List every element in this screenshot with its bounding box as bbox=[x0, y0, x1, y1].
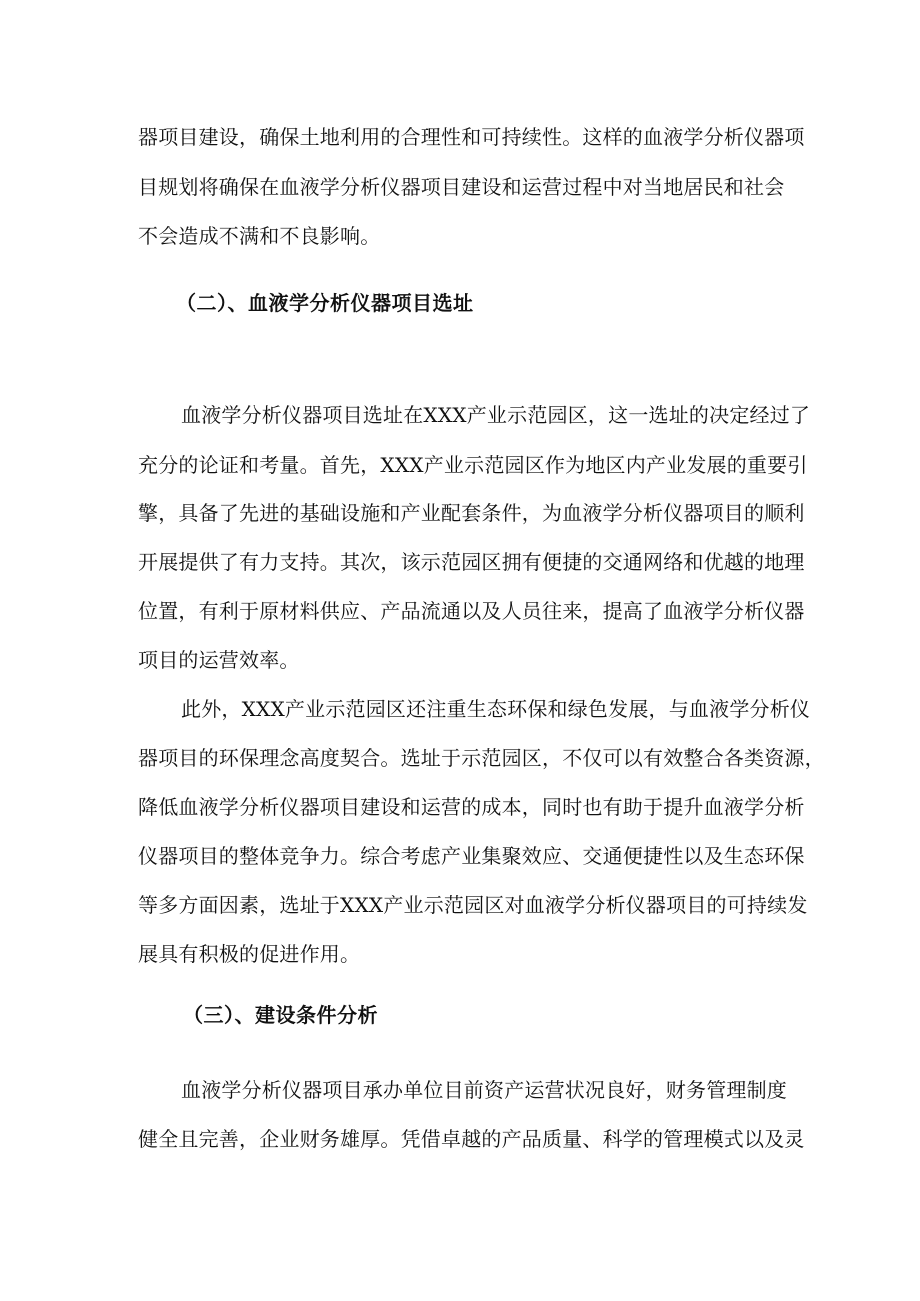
paragraph-line: 健全且完善，企业财务雄厚。凭借卓越的产品质量、科学的管理模式以及灵 bbox=[138, 1127, 805, 1151]
paragraph-line: 等多方面因素，选址于XXX产业示范园区对血液学分析仪器项目的可持续发 bbox=[138, 893, 808, 917]
paragraph-line: 降低血液学分析仪器项目建设和运营的成本，同时也有助于提升血液学分析 bbox=[138, 795, 805, 819]
paragraph-line: 开展提供了有力支持。其次，该示范园区拥有便捷的交通网络和优越的地理 bbox=[138, 550, 805, 574]
paragraph-line: 充分的论证和考量。首先，XXX产业示范园区作为地区内产业发展的重要引 bbox=[138, 453, 808, 477]
paragraph-line: 不会造成不满和不良影响。 bbox=[138, 224, 381, 248]
paragraph-line: 擎，具备了先进的基础设施和产业配套条件，为血液学分析仪器项目的顺利 bbox=[138, 501, 805, 525]
paragraph-line: 此外，XXX产业示范园区还注重生态环保和绿色发展，与血液学分析仪 bbox=[181, 697, 811, 721]
paragraph-line: 展具有积极的促进作用。 bbox=[138, 942, 361, 966]
section-heading: （二）、血液学分析仪器项目选址 bbox=[176, 291, 474, 315]
paragraph-line: 器项目建设，确保土地利用的合理性和可持续性。这样的血液学分析仪器项 bbox=[138, 125, 805, 149]
paragraph-line: 血液学分析仪器项目承办单位目前资产运营状况良好，财务管理制度 bbox=[181, 1078, 787, 1102]
paragraph-line: 血液学分析仪器项目选址在XXX产业示范园区，这一选址的决定经过了 bbox=[181, 403, 811, 427]
paragraph-line: 项目的运营效率。 bbox=[138, 648, 300, 672]
section-heading: （三）、建设条件分析 bbox=[183, 1003, 378, 1027]
paragraph-line: 目规划将确保在血液学分析仪器项目建设和运营过程中对当地居民和社会 bbox=[138, 175, 785, 199]
paragraph-line: 仪器项目的整体竞争力。综合考虑产业集聚效应、交通便捷性以及生态环保 bbox=[138, 844, 805, 868]
paragraph-line: 器项目的环保理念高度契合。选址于示范园区，不仅可以有效整合各类资源， bbox=[138, 746, 825, 770]
paragraph-line: 位置，有利于原材料供应、产品流通以及人员往来，提高了血液学分析仪器 bbox=[138, 599, 805, 623]
